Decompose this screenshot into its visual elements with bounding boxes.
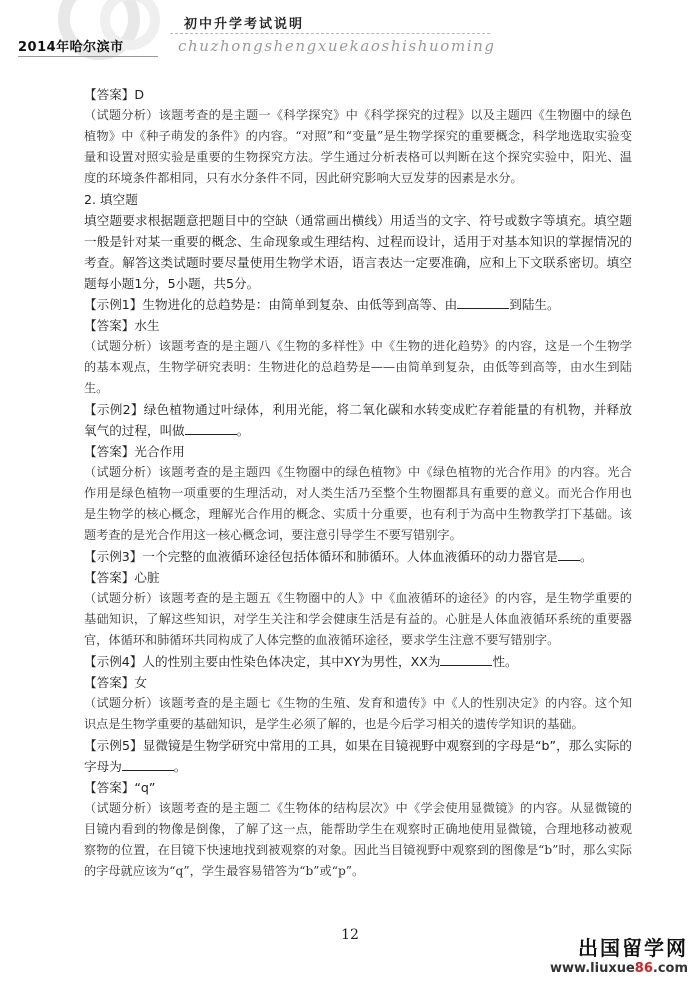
header-divider	[170, 33, 490, 34]
example-4-text: 【示例4】人的性别主要由性染色体决定，其中XY为男性，XX为	[84, 654, 441, 669]
example-4-question	[84, 651, 632, 672]
example-4-answer: 【答案】女	[84, 675, 147, 690]
watermark-url-suffix: .com	[652, 961, 688, 976]
example-5-answer: 【答案】“q”	[84, 780, 156, 795]
header-city: 2014年哈尔滨市	[18, 40, 124, 55]
section-title: 2. 填空题	[84, 192, 138, 207]
watermark-url	[550, 961, 688, 976]
example-3-text: 【示例3】一个完整的血液循环途径包括体循环和肺循环。人体血液循环的动力器官是	[84, 549, 558, 564]
example-2-text: 【示例2】绿色植物通过叶绿体，利用光能，将二氧化碳和水转变成贮存着能量的有机物，并释放氧气的过程，叫做	[84, 402, 632, 438]
example-1-answer: 【答案】水生	[84, 318, 160, 333]
watermark-url-prefix: www.liuxue	[550, 961, 635, 976]
blank-line	[185, 420, 237, 435]
example-3-answer: 【答案】心脏	[84, 570, 160, 585]
example-4-tail: 性。	[492, 654, 518, 669]
example-4-analysis: （试题分析）该题考查的是主题七《生物的生殖、发育和遗传》中《人的性别决定》的内容。这个知识点是生物学重要的基础知识，是学生必须了解的，也是今后学习相关的遗传学知识的基础。	[84, 696, 632, 731]
watermark-url-number: 86	[634, 961, 653, 976]
blank-line	[440, 651, 492, 666]
header-pinyin: chuzhongshengxuekaoshishuoming	[178, 37, 496, 55]
example-1-analysis: （试题分析）该题考查的是主题八《生物的多样性》中《生物的进化趋势》的内容，这是一个生物学的基本观点，生物学研究表明：生物进化的总趋势是——由简单到复杂，由低等到高等，由水生到陆生。	[84, 339, 632, 395]
blank-line	[558, 546, 580, 561]
example-5-analysis: （试题分析）该题考查的是主题二《生物体的结构层次》中《学会使用显微镜》的内容。从显微镜的目镜内看到的物像是倒像，了解了这一点，能帮助学生在观察时正确地使用显微镜，合理地移动被观察物的位置，在目镜下快速地找到被观察的对象。因此当目镜视野中观察到的图像是“b”时，那么实际的字母就应该为“q”，学生最容易错答为“b”或“p”。	[84, 801, 632, 878]
page-number: 12	[341, 927, 359, 943]
watermark	[550, 932, 688, 976]
answer-prev: 【答案】D	[84, 87, 145, 102]
analysis-prev: （试题分析）该题考查的是主题一《科学探究》中《科学探究的过程》以及主题四《生物圈中的绿色植物》中《种子萌发的条件》的内容。“对照”和“变量”是生物学探究的重要概念，科学地选取实验变量和设置对照实验是重要的生物探究方法。学生通过分析表格可以判断在这个探究实验中，阳光、温度的环境条件都相同，只有水分条件不同，因此研究影响大豆发芽的因素是水分。	[84, 108, 632, 185]
example-3-analysis: （试题分析）该题考查的是主题五《生物圈中的人》中《血液循环的途径》的内容，是生物学重要的基础知识，了解这些知识，对学生关注和学会健康生活是有益的。心脏是人体血液循环系统的重要器官，体循环和肺循环共同构成了人体完整的血液循环途径，要求学生注意不要写错别字。	[84, 591, 632, 647]
example-1-tail: 到陆生。	[509, 297, 560, 312]
example-2-question	[84, 399, 632, 441]
example-5-text: 【示例5】显微镜是生物学研究中常用的工具，如果在目镜视野中观察到的字母是“b”，那么实际的字母为	[84, 738, 632, 774]
blank-line	[122, 756, 174, 771]
page-header	[0, 0, 700, 62]
section-intro: 填空题要求根据题意把题目中的空缺（通常画出横线）用适当的文字、符号或数字等填充。填空题一般是针对某一重要的概念、生命现象或生理结构、过程而设计，适用于对基本知识的掌握情况的考查。解答这类试题时要尽量使用生物学术语，语言表达一定要准确，应和上下文联系密切。填空题每小题1分，5小题，共5分。	[84, 213, 632, 291]
example-1-question	[84, 294, 632, 315]
header-title: 初中升学考试说明	[184, 17, 305, 32]
example-1-text: 【示例1】生物进化的总趋势是：由简单到复杂、由低等到高等、由	[84, 297, 458, 312]
watermark-text: 出国留学网	[578, 936, 688, 960]
example-5-tail: 。	[173, 759, 187, 774]
blank-line	[457, 294, 509, 309]
example-2-analysis: （试题分析）该题考查的是主题四《生物圈中的绿色植物》中《绿色植物的光合作用》的内容。光合作用是绿色植物一项重要的生理活动，对人类生活乃至整个生物圈都具有重要的意义。而光合作用也是生物学的核心概念，理解光合作用的概念、实质十分重要，也有利于为高中生物教学打下基础。该题考查的是光合作用这一核心概念词，要注意引导学生不要写错别字。	[84, 465, 632, 542]
example-3-question	[84, 546, 632, 567]
example-5-question	[84, 735, 632, 777]
example-3-tail: 。	[579, 549, 593, 564]
example-2-answer: 【答案】光合作用	[84, 444, 185, 459]
header-rule	[18, 56, 158, 57]
page-body	[84, 84, 632, 882]
example-2-tail: 。	[236, 423, 250, 438]
